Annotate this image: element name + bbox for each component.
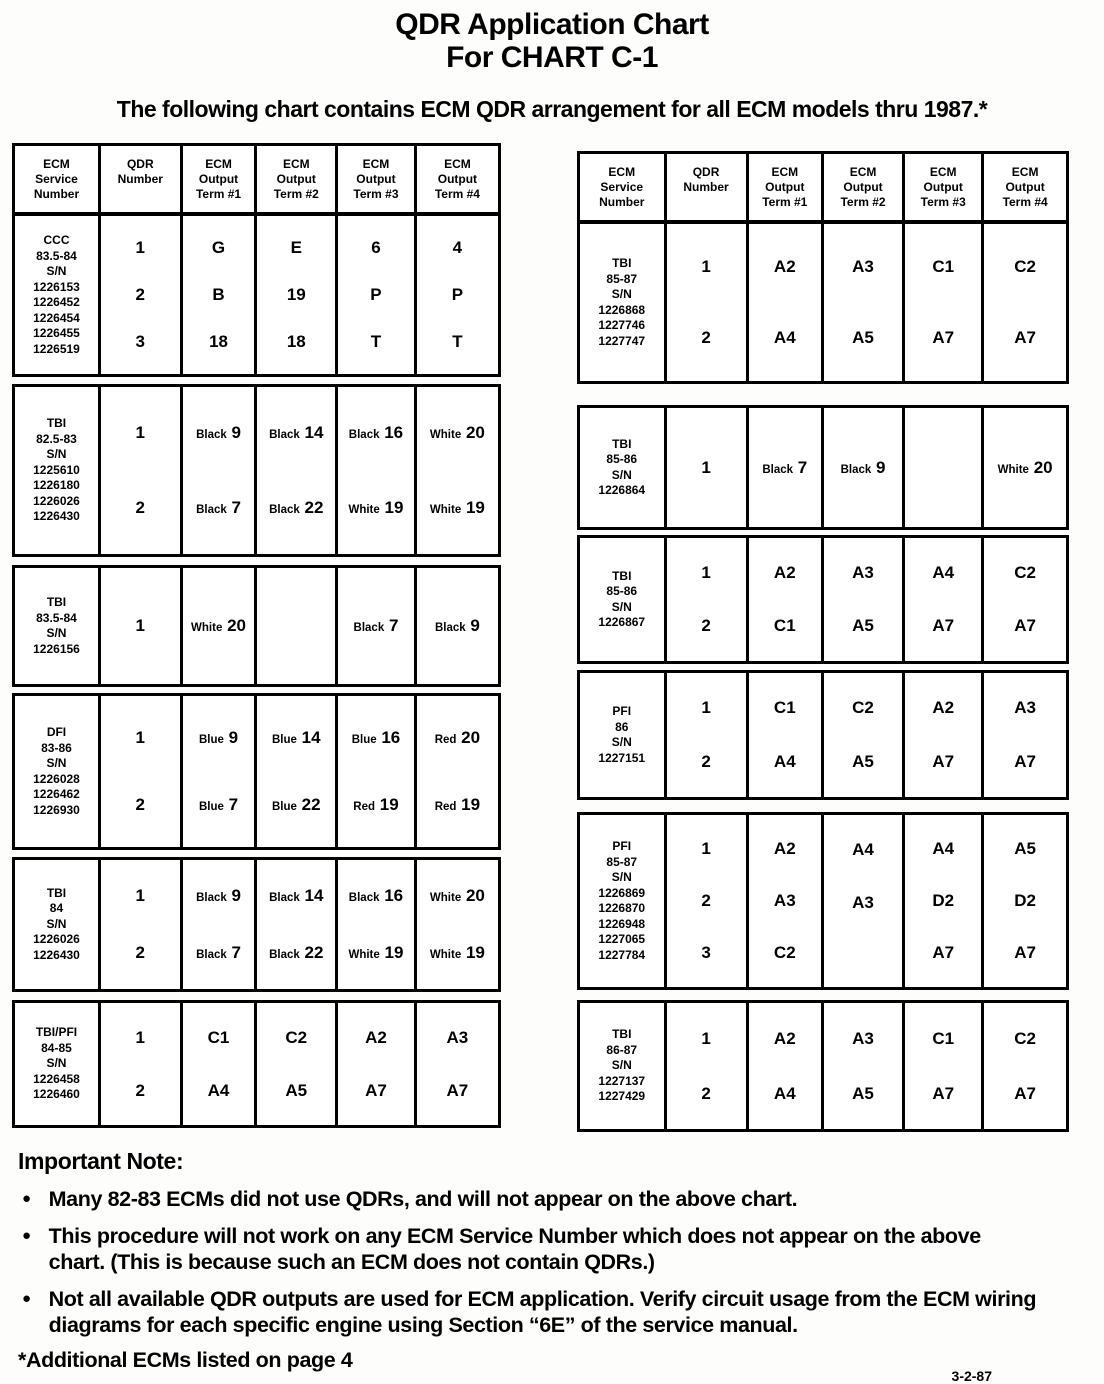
output-term-cell xyxy=(257,1003,338,1125)
output-term-cell xyxy=(984,673,1066,797)
table-body-row xyxy=(580,815,1066,987)
output-term-cell xyxy=(749,1003,824,1129)
term-value: G xyxy=(211,237,226,257)
service-number-cell: PFI 86 S/N 1227151 xyxy=(580,673,667,797)
qdr-table xyxy=(577,812,1069,990)
table-body-row xyxy=(15,860,498,989)
term-value: A7 xyxy=(932,327,955,347)
service-number-cell: TBI 82.5-83 S/N 1225610 1226180 1226026 1226430 xyxy=(15,387,101,554)
term-value: A5 xyxy=(852,1083,874,1103)
term-value: A5 xyxy=(852,752,874,771)
output-term-cell xyxy=(183,860,258,989)
bullet-icon: ● xyxy=(22,1227,31,1244)
output-term-cell xyxy=(824,673,905,797)
term-value: 19 xyxy=(286,284,306,304)
note-bullet xyxy=(18,1223,1104,1275)
term-value: 1 xyxy=(135,422,146,442)
output-term-cell xyxy=(417,860,498,989)
note-bullet-text: Many 82-83 ECMs did not use QDRs, and will not appear on the above chart. xyxy=(48,1187,798,1211)
term-value: A7 xyxy=(1014,1083,1036,1103)
column-header: ECM Output Term #4 xyxy=(1002,165,1048,209)
term-value: C2 xyxy=(1014,562,1036,582)
service-number-cell: DFI 83-86 S/N 1226028 1226462 1226930 xyxy=(15,696,101,847)
table-header-row xyxy=(15,146,498,216)
term-value: P xyxy=(370,284,382,304)
output-term-cell xyxy=(984,815,1066,987)
qdr-table xyxy=(12,1000,501,1128)
output-term-cell xyxy=(905,538,984,661)
qdr-number-cell xyxy=(101,568,183,684)
term-value: A2 xyxy=(773,562,796,582)
term-value: 2 xyxy=(701,327,711,347)
notes-list xyxy=(18,1186,1104,1338)
output-term-cell xyxy=(984,538,1066,661)
term-value: A2 xyxy=(773,257,796,277)
term-value: 1 xyxy=(701,1028,711,1048)
note-bullet xyxy=(18,1286,1104,1338)
term-value: A4 xyxy=(852,839,874,859)
term-value: A3 xyxy=(773,891,796,910)
term-value: White 20 xyxy=(429,422,485,442)
output-term-cell xyxy=(183,216,258,374)
output-term-cell xyxy=(905,673,984,797)
output-term-cell xyxy=(417,387,498,554)
term-value: A7 xyxy=(1014,327,1036,347)
qdr-number-cell xyxy=(667,538,749,661)
output-term-cell xyxy=(338,216,417,374)
term-value: C1 xyxy=(932,1028,955,1048)
column-header: ECM Output Term #4 xyxy=(434,157,480,201)
term-value: 1 xyxy=(135,616,146,635)
output-term-cell xyxy=(749,673,824,797)
term-value: White 19 xyxy=(348,498,404,518)
qdr-table xyxy=(577,1000,1069,1132)
output-term-cell xyxy=(824,538,905,661)
term-value: A7 xyxy=(365,1080,387,1100)
service-number-cell: TBI 85-86 S/N 1226867 xyxy=(580,538,667,661)
term-value: Black 22 xyxy=(269,498,324,518)
output-term-cell xyxy=(257,387,338,554)
table-body-row xyxy=(15,1003,498,1125)
qdr-number-cell xyxy=(101,1003,183,1125)
term-value: A2 xyxy=(932,698,955,717)
service-number-cell: TBI 86-87 S/N 1227137 1227429 xyxy=(580,1003,667,1129)
term-value: 1 xyxy=(135,886,146,906)
output-term-cell xyxy=(257,568,338,684)
term-value: Blue 14 xyxy=(272,727,321,747)
term-value: Black 7 xyxy=(353,616,399,635)
term-value: C2 xyxy=(852,698,874,717)
term-value: C1 xyxy=(773,616,796,636)
table-body-row xyxy=(15,216,498,374)
column-header: QDR Number xyxy=(101,146,183,212)
column-header: ECM Service Number xyxy=(580,154,667,220)
term-value: 1 xyxy=(701,698,711,717)
term-value: C1 xyxy=(207,1027,230,1047)
output-term-cell xyxy=(257,216,338,374)
term-value: 1 xyxy=(135,237,146,257)
term-value: 2 xyxy=(701,616,711,636)
output-term-cell xyxy=(338,1003,417,1125)
term-value: Black 7 xyxy=(762,457,808,477)
qdr-number-cell xyxy=(667,224,749,381)
term-value: A7 xyxy=(932,616,955,636)
output-term-cell xyxy=(905,1003,984,1129)
output-term-cell xyxy=(338,860,417,989)
term-value: 3 xyxy=(701,943,711,962)
term-value: 2 xyxy=(135,942,146,962)
output-term-cell xyxy=(183,696,258,847)
output-term-cell xyxy=(257,696,338,847)
term-value: A4 xyxy=(773,752,796,771)
term-value: T xyxy=(452,332,463,352)
table-body-row xyxy=(580,1003,1066,1129)
column-header: ECM Output Term #1 xyxy=(183,146,258,212)
table-header-row xyxy=(580,154,1066,224)
term-value: 2 xyxy=(701,1083,711,1103)
note-bullet xyxy=(18,1186,1104,1212)
qdr-number-cell xyxy=(101,387,183,554)
output-term-cell xyxy=(338,568,417,684)
qdr-number-cell xyxy=(667,408,749,527)
term-value: T xyxy=(370,332,382,352)
term-value: 6 xyxy=(371,237,381,257)
output-term-cell xyxy=(905,224,984,381)
output-term-cell xyxy=(183,387,258,554)
term-value: White 20 xyxy=(191,616,246,635)
page-title-line2: For CHART C-1 xyxy=(446,41,658,74)
bullet-icon: ● xyxy=(22,1190,31,1207)
term-value: A3 xyxy=(852,562,874,582)
term-value: 3 xyxy=(135,332,146,352)
table-body-row xyxy=(580,673,1066,797)
term-value: 1 xyxy=(135,727,146,747)
term-value: B xyxy=(212,284,225,304)
qdr-number-cell xyxy=(101,216,183,374)
table-body-row xyxy=(15,568,498,684)
column-header: ECM Output Term #1 xyxy=(749,154,824,220)
term-value: C1 xyxy=(773,698,796,717)
qdr-number-cell xyxy=(667,815,749,987)
term-value: 2 xyxy=(135,284,146,304)
output-term-cell xyxy=(984,224,1066,381)
term-value: A3 xyxy=(446,1027,469,1047)
term-value: A2 xyxy=(773,1028,796,1048)
term-value: A3 xyxy=(852,892,874,912)
output-term-cell xyxy=(749,815,824,987)
output-term-cell xyxy=(417,216,498,374)
term-value: 2 xyxy=(135,498,146,518)
term-value: A5 xyxy=(1014,839,1036,858)
table-body-row xyxy=(580,224,1066,381)
term-value: A4 xyxy=(207,1080,230,1100)
term-value: A4 xyxy=(773,1083,796,1103)
output-term-cell xyxy=(183,1003,258,1125)
qdr-table xyxy=(577,535,1069,664)
term-value: 1 xyxy=(701,839,711,858)
term-value: Blue 9 xyxy=(198,727,239,747)
qdr-table xyxy=(577,151,1069,384)
column-header: ECM Service Number xyxy=(15,146,101,212)
tables-left xyxy=(12,143,501,1132)
term-value: 2 xyxy=(701,891,711,910)
term-value: C1 xyxy=(932,257,955,277)
term-value: A7 xyxy=(1014,752,1036,771)
service-number-cell: TBI 85-87 S/N 1226868 1227746 1227747 xyxy=(580,224,667,381)
tables-right xyxy=(577,143,1069,1132)
output-term-cell xyxy=(824,224,905,381)
note-bullet-text: This procedure will not work on any ECM Service Number which does not appear on the above chart. (This is because such an ECM does not contain QDRs.) xyxy=(48,1224,981,1274)
qdr-table xyxy=(12,565,501,687)
output-term-cell xyxy=(338,696,417,847)
term-value: Red 20 xyxy=(434,727,481,747)
output-term-cell xyxy=(905,815,984,987)
service-number-cell: TBI/PFI 84-85 S/N 1226458 1226460 xyxy=(15,1003,101,1125)
table-body-row xyxy=(15,696,498,847)
service-number-cell: CCC 83.5-84 S/N 1226153 1226452 1226454 1226455 1226519 xyxy=(15,216,101,374)
term-value: Blue 7 xyxy=(198,795,239,815)
term-value: 2 xyxy=(135,1080,146,1100)
table-body-row xyxy=(580,408,1066,527)
term-value: A7 xyxy=(932,943,955,962)
output-term-cell xyxy=(417,1003,498,1125)
qdr-number-cell xyxy=(667,1003,749,1129)
qdr-table xyxy=(12,384,501,557)
qdr-number-cell xyxy=(101,696,183,847)
term-value: A7 xyxy=(1014,616,1036,636)
output-term-cell xyxy=(417,568,498,684)
output-term-cell xyxy=(984,408,1066,527)
qdr-table xyxy=(12,143,501,377)
term-value: A5 xyxy=(852,327,874,347)
bullet-icon: ● xyxy=(22,1290,31,1307)
term-value: C2 xyxy=(1014,257,1036,277)
output-term-cell xyxy=(824,408,905,527)
term-value: Black 9 xyxy=(196,422,241,442)
output-term-cell xyxy=(749,538,824,661)
output-term-cell xyxy=(749,408,824,527)
term-value: Black 14 xyxy=(269,886,324,906)
service-number-cell: TBI 83.5-84 S/N 1226156 xyxy=(15,568,101,684)
term-value: A5 xyxy=(285,1080,308,1100)
date-stamp: 3-2-87 xyxy=(951,1368,992,1384)
term-value: Black 9 xyxy=(196,886,241,906)
term-value: A3 xyxy=(852,257,874,277)
term-value: A7 xyxy=(932,1083,955,1103)
output-term-cell xyxy=(824,815,905,987)
term-value: Black 14 xyxy=(269,422,324,442)
term-value: D2 xyxy=(932,891,955,910)
term-value: Black 16 xyxy=(348,422,404,442)
table-body-row xyxy=(15,387,498,554)
term-value: 4 xyxy=(452,237,463,257)
term-value: A2 xyxy=(365,1027,387,1047)
column-header: ECM Output Term #3 xyxy=(338,146,417,212)
qdr-number-cell xyxy=(101,860,183,989)
term-value: Black 7 xyxy=(196,942,241,962)
term-value: A7 xyxy=(446,1080,469,1100)
term-value: 18 xyxy=(209,332,228,352)
term-value: 1 xyxy=(701,457,711,477)
qdr-table xyxy=(577,405,1069,530)
term-value: White 20 xyxy=(997,457,1053,477)
term-value: Black 16 xyxy=(348,886,404,906)
term-value: 18 xyxy=(286,332,306,352)
term-value: Black 9 xyxy=(840,457,886,477)
qdr-table xyxy=(577,670,1069,800)
term-value: 1 xyxy=(701,257,711,277)
term-value: A2 xyxy=(773,839,796,858)
output-term-cell xyxy=(824,1003,905,1129)
important-note-heading: Important Note: xyxy=(18,1148,184,1174)
term-value: E xyxy=(290,237,302,257)
output-term-cell xyxy=(338,387,417,554)
service-number-cell: TBI 84 S/N 1226026 1226430 xyxy=(15,860,101,989)
term-value: Blue 16 xyxy=(351,727,401,747)
qdr-number-cell xyxy=(667,673,749,797)
important-note-section xyxy=(18,1148,1104,1338)
page-title xyxy=(0,8,1104,74)
column-header: ECM Output Term #2 xyxy=(824,154,905,220)
table-body-row xyxy=(580,538,1066,661)
term-value: Black 7 xyxy=(196,498,241,518)
chart-subtitle: The following chart contains ECM QDR arrangement for all ECM models thru 1987.* xyxy=(116,96,988,122)
column-header: ECM Output Term #3 xyxy=(905,154,984,220)
tables-area xyxy=(0,143,1104,1132)
note-bullet-text: Not all available QDR outputs are used for ECM application. Verify circuit usage from the ECM wiring diagrams for each specific engine using Section “6E” of the service manual. xyxy=(48,1287,1037,1337)
term-value: A7 xyxy=(932,752,955,771)
term-value: P xyxy=(451,284,464,304)
term-value: White 19 xyxy=(429,942,485,962)
term-value: 1 xyxy=(135,1027,146,1047)
column-header: ECM Output Term #2 xyxy=(257,146,338,212)
page-title-line1: QDR Application Chart xyxy=(395,8,709,41)
term-value: 2 xyxy=(135,795,146,815)
term-value: A7 xyxy=(1014,943,1036,962)
service-number-cell: PFI 85-87 S/N 1226869 1226870 1226948 1227065 1227784 xyxy=(580,815,667,987)
output-term-cell xyxy=(905,408,984,527)
output-term-cell xyxy=(749,224,824,381)
qdr-table xyxy=(12,857,501,992)
output-term-cell xyxy=(183,568,258,684)
term-value: C2 xyxy=(1014,1028,1036,1048)
term-value: Red 19 xyxy=(353,795,399,815)
term-value: C2 xyxy=(285,1027,308,1047)
term-value: 2 xyxy=(701,752,711,771)
term-value: D2 xyxy=(1014,891,1036,910)
term-value: A4 xyxy=(932,562,955,582)
service-number-cell: TBI 85-86 S/N 1226864 xyxy=(580,408,667,527)
term-value: White 20 xyxy=(429,886,485,906)
term-value: A3 xyxy=(1014,698,1036,717)
term-value: A4 xyxy=(932,839,955,858)
term-value: 1 xyxy=(701,562,711,582)
qdr-table xyxy=(12,693,501,850)
output-term-cell xyxy=(257,860,338,989)
term-value: A4 xyxy=(773,327,796,347)
term-value: White 19 xyxy=(429,498,485,518)
term-value: Black 9 xyxy=(434,616,480,635)
column-header: QDR Number xyxy=(667,154,749,220)
term-value: A5 xyxy=(852,616,874,636)
term-value: Red 19 xyxy=(434,795,481,815)
term-value: Blue 22 xyxy=(272,795,321,815)
term-value: C2 xyxy=(773,943,796,962)
term-value: Black 22 xyxy=(269,942,324,962)
output-term-cell xyxy=(417,696,498,847)
term-value: White 19 xyxy=(348,942,404,962)
term-value: A3 xyxy=(852,1028,874,1048)
additional-ecms-footnote: *Additional ECMs listed on page 4 xyxy=(18,1348,353,1372)
output-term-cell xyxy=(984,1003,1066,1129)
